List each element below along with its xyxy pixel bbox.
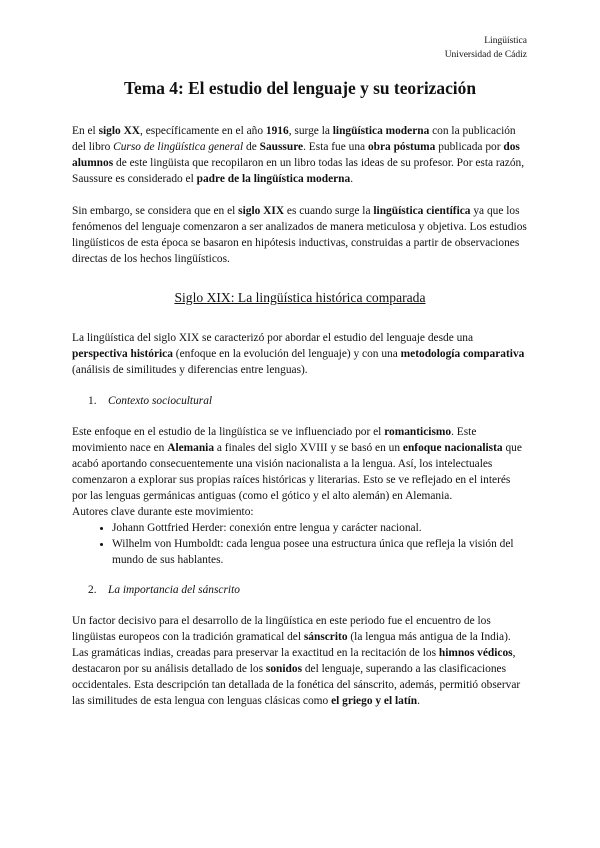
intro-paragraph-1: En el siglo XX, específicamente en el año 1916, surge la lingüística moderna con la publicación del libro Curso de lingüística general de Saussure. Esta fue una obra póstuma publicada por dos alumnos de este lingüista que recopilaron en un libro todas las ideas de su profesor. Por esta razón, Saussure es considerado el padre de la lingüística moderna. [72, 125, 525, 185]
authors-list [72, 520, 528, 568]
document-body [72, 78, 528, 709]
authors-intro: Autores clave durante este movimiento: [72, 506, 254, 518]
intro-paragraph-2: Sin embargo, se considera que en el siglo XIX es cuando surge la lingüística científica ya que los fenómenos del lenguaje comenzaron a ser analizados de manera meticulosa y objetiva. Los estudios lingüísticos de esta época se basaron en hipótesis inductivas, construidas a partir de observaciones directas de los hechos lingüísticos. [72, 205, 527, 265]
subsection-1-heading [88, 393, 528, 409]
subsection-2-paragraph: Un factor decisivo para el desarrollo de la lingüística en este periodo fue el encuentro de los lingüistas europeos con la tradición gramatical del sánscrito (la lengua más antigua de la India). Las gramáticas indias, creadas para preservar la exactitud en la recitación de los himnos védicos, destacaron por su análisis detallado de los sonidos del lenguaje, superando a las clasificaciones occidentales. Esta descripción tan detallada de la fonética del sánscrito, además, permitió observar las similitudes de esta lengua con lenguas clásicas como el griego y el latín. [72, 615, 521, 707]
section-paragraph-1: La lingüística del siglo XIX se caracterizó por abordar el estudio del lenguaje desde una perspectiva histórica (enfoque en la evolución del lenguaje) y con una metodología comparativa (análisis de similitudes y diferencias entre lenguas). [72, 332, 525, 376]
subsection-1-title: Contexto sociocultural [108, 395, 213, 407]
page-title: Tema 4: El estudio del lenguaje y su teorización [124, 78, 476, 98]
header-university: Universidad de Cádiz [444, 50, 527, 60]
subsection-2-heading [88, 582, 528, 598]
subsection-2-number: 2. [88, 584, 97, 596]
subsection-1-number: 1. [88, 395, 97, 407]
section-heading: Siglo XIX: La lingüística histórica comparada [174, 290, 426, 305]
subsection-2-title: La importancia del sánscrito [108, 584, 240, 596]
list-item: • Johann Gottfried Herder: conexión entre lengua y carácter nacional. [112, 520, 528, 536]
running-header [445, 34, 527, 62]
list-item: • Wilhelm von Humboldt: cada lengua posee una estructura única que refleja la visión del mundo de sus hablantes. [112, 536, 528, 568]
subsection-1-paragraph: Este enfoque en el estudio de la lingüística se ve influenciado por el romanticismo. Este movimiento nace en Alemania a finales del siglo XVIII y se basó en un enfoque nacionalista que acabó aportando consecuentemente una visión nacionalista a la lengua. Así, los intelectuales comenzaron a explorar sus propias raíces históricas y literarias. Esto se ve reflejado en el interés por las lenguas germánicas antiguas (como el gótico y el alto alemán) en Alemania. [72, 426, 522, 502]
header-subject: Lingüística [484, 36, 527, 46]
